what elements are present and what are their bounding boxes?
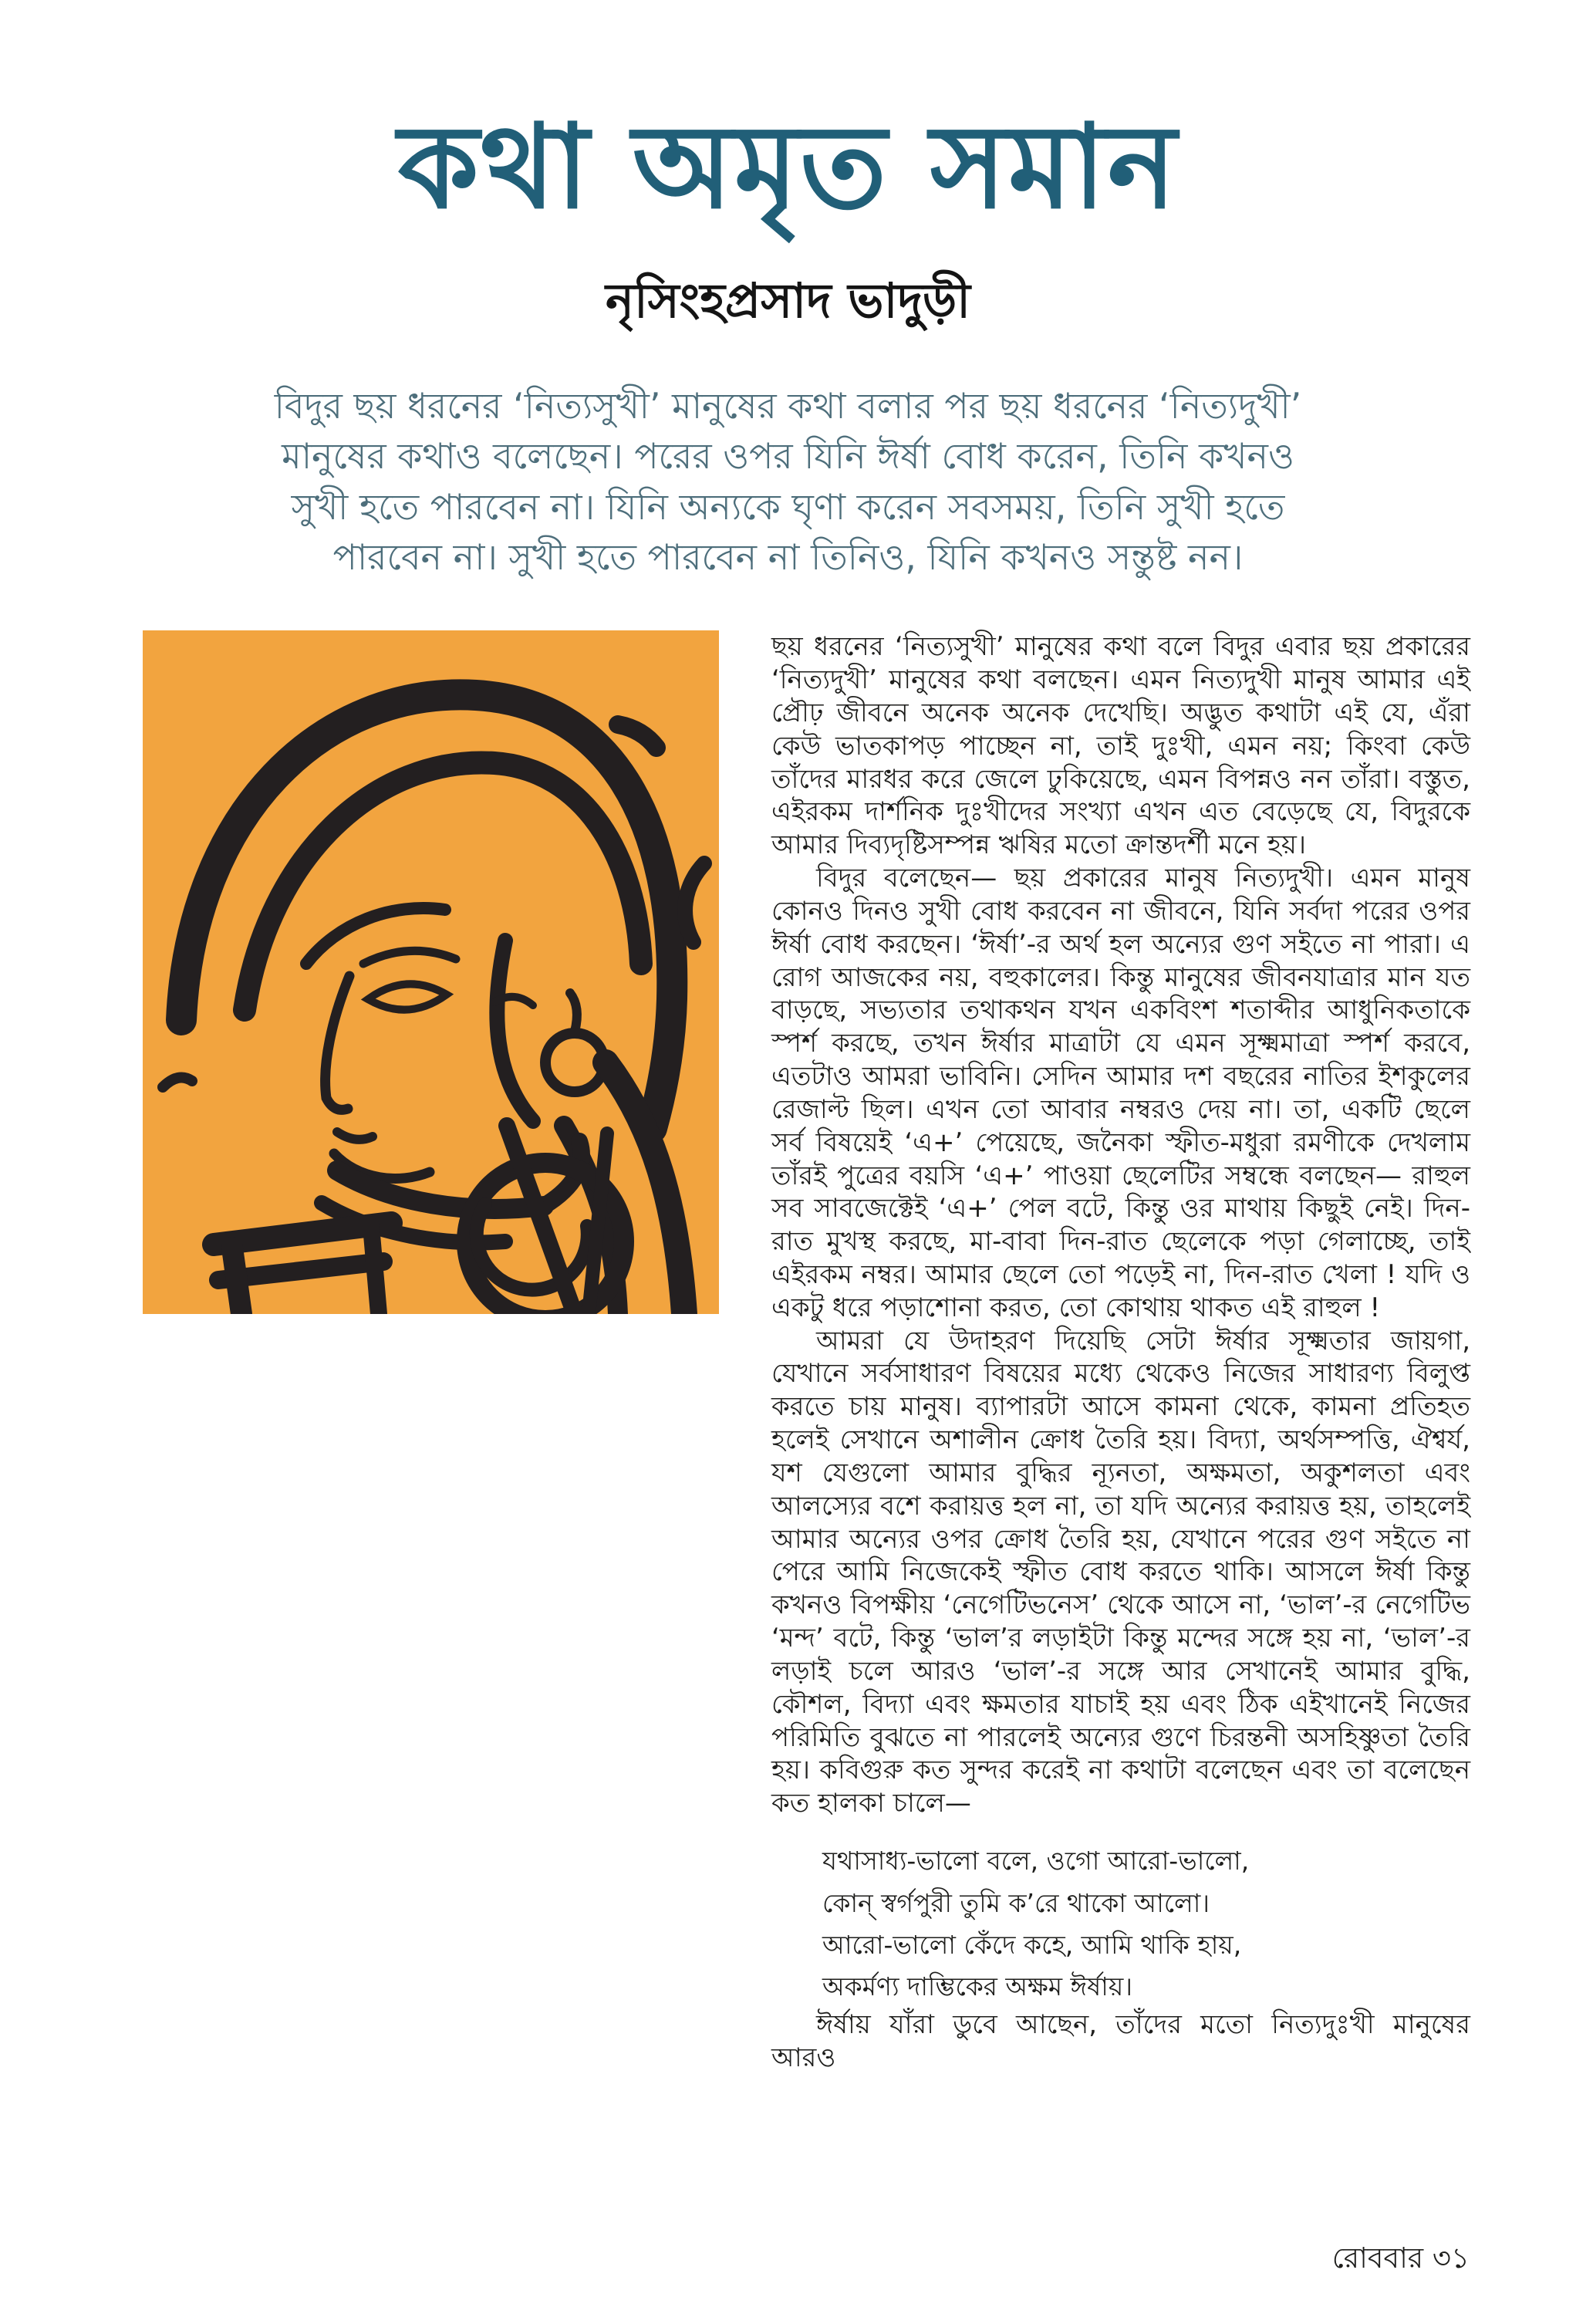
poem-quote [822, 1840, 1470, 2008]
body-paragraph-1: ছয় ধরনের ‘নিত্যসুখী’ মানুষের কথা বলে বিদুর এবার ছয় প্রকারের ‘নিত্যদুখী’ মানুষের কথা বলছেন। এমন নিত্যদুখী মানুষ আমার এই প্রৌঢ় জীবনে অনেক অনেক দেখেছি। অদ্ভুত কথাটা এই যে, এঁরা কেউ ভাতকাপড় পাচ্ছেন না, তাই দুঃখী, এমন নয়; কিংবা কেউ তাঁদের মারধর করে জেলে ঢুকিয়েছে, এমন বিপন্নও নন তাঁরা। বস্তুত, এইরকম দার্শনিক দুঃখীদের সংখ্যা এখন এত বেড়েছে যে, বিদুরকে আমার দিব্যদৃষ্টিসম্পন্ন ঋষির মতো ক্রান্তদর্শী মনে হয়। [771, 631, 1470, 861]
closing-paragraph: ঈর্ষায় যাঁরা ডুবে আছেন, তাঁদের মতো নিত্যদুঃখী মানুষের আরও [771, 2008, 1470, 2073]
intro-line: পারবেন না। সুখী হতে পারবেন না তিনিও, যিনি কখনও সন্তুষ্ট নন। [332, 535, 1244, 578]
author-byline: নৃসিংহপ্রসাদ ভাদুড়ী [605, 272, 971, 329]
poem-line: কোন্ স্বর্গপুরী তুমি ক’রে থাকো আলো। [822, 1887, 1210, 1918]
body-paragraph-2: বিদুর বলেছেন— ছয় প্রকারের মানুষ নিত্যদুখী। এমন মানুষ কোনও দিনও সুখী বোধ করবেন না জীবনে, যিনি সর্বদা পরের ওপর ঈর্ষা বোধ করছেন। ‘ঈর্ষা’-র অর্থ হল অন্যের গুণ সইতে না পারা। এ রোগ আজকের নয়, বহুকালের। কিন্তু মানুষের জীবনযাত্রার মান যত বাড়ছে, সভ্যতার তথাকথন যখন একবিংশ শতাব্দীর আধুনিকতাকে স্পর্শ করছে, তখন ঈর্ষার মাত্রাটা যে এমন সূক্ষ্মমাত্রা স্পর্শ করবে, এতটাও আমরা ভাবিনি। সেদিন আমার দশ বছরের নাতির ইশকুলের রেজাল্ট ছিল। এখন তো আবার নম্বরও দেয় না। তা, একটি ছেলে সর্ব বিষয়েই ‘এ+’ পেয়েছে, জনৈকা স্ফীত-মধুরা রমণীকে দেখলাম তাঁরই পুত্রের বয়সি ‘এ+’ পাওয়া ছেলেটির সম্বন্ধে বলছেন— রাহুল সব সাবজেক্টেই ‘এ+’ পেল বটে, কিন্তু ওর মাথায় কিছুই নেই। দিন-রাত মুখস্থ করছে, মা-বাবা দিন-রাত ছেলেকে পড়া গেলাচ্ছে, তাই এইরকম নম্বর। আমার ছেলে তো পড়েই না, দিন-রাত খেলা ! যদি ও একটু ধরে পড়াশোনা করত, তো কোথায় থাকত এই রাহুল ! [771, 863, 1470, 1323]
page-title: কথা অমৃত সমান [397, 100, 1179, 235]
page-footer: রোববার ৩১ [1331, 2241, 1470, 2275]
woman-profile-brush-illustration [143, 630, 719, 1314]
intro-line: মানুষের কথাও বলেছেন। পরের ওপর যিনি ঈর্ষা বোধ করেন, তিনি কখনও [282, 435, 1294, 478]
masthead [0, 93, 1576, 344]
content-row [143, 630, 1576, 2074]
article-body [771, 630, 1470, 2074]
poem-line: অকর্মণ্য দাম্ভিকের অক্ষম ঈর্ষায়। [822, 1971, 1133, 2002]
poem-line: আরো-ভালো কেঁদে কহে, আমি থাকি হায়, [822, 1929, 1242, 1960]
illustration [143, 630, 719, 1314]
intro-line: সুখী হতে পারবেন না। যিনি অন্যকে ঘৃণা করেন সবসময়, তিনি সুখী হতে [291, 485, 1285, 528]
intro-line: বিদুর ছয় ধরনের ‘নিত্যসুখী’ মানুষের কথা বলার পর ছয় ধরনের ‘নিত্যদুখী’ [274, 385, 1302, 427]
poem-line: যথাসাধ্য-ভালো বলে, ওগো আরো-ভালো, [822, 1846, 1250, 1876]
body-paragraph-3: আমরা যে উদাহরণ দিয়েছি সেটা ঈর্ষার সূক্ষ্মতার জায়গা, যেখানে সর্বসাধারণ বিষয়ের মধ্যে থেকেও নিজের সাধারণ্য বিলুপ্ত করতে চায় মানুষ। ব্যাপারটা আসে কামনা থেকে, কামনা প্রতিহত হলেই সেখানে অশালীন ক্রোধ তৈরি হয়। বিদ্যা, অর্থসম্পত্তি, ঐশ্বর্য, যশ যেগুলো আমার বুদ্ধির ন্যূনতা, অক্ষমতা, অকুশলতা এবং আলস্যের বশে করায়ত্ত হল না, তা যদি অন্যের করায়ত্ত হয়, তাহলেই আমার অন্যের ওপর ক্রোধ তৈরি হয়, যেখানে পরের গুণ সইতে না পেরে আমি নিজেকেই স্ফীত বোধ করতে থাকি। আসলে ঈর্ষা কিন্তু কখনও বিপক্ষীয় ‘নেগেটিভনেস’ থেকে আসে না, ‘ভাল’-র নেগেটিভ ‘মন্দ’ বটে, কিন্তু ‘ভাল’র লড়াইটা কিন্তু মন্দের সঙ্গে হয় না, ‘ভাল’-র লড়াই চলে আরও ‘ভাল’-র সঙ্গে আর সেখানেই আমার বুদ্ধি, কৌশল, বিদ্যা এবং ক্ষমতার যাচাই হয় এবং ঠিক এইখানেই নিজের পরিমিতি বুঝতে না পারলেই অন্যের গুণে চিরন্তনী অসহিষ্ণুতা তৈরি হয়। কবিগুরু কত সুন্দর করেই না কথাটা বলেছেন এবং তা বলেছেন কত হালকা চালে— [771, 1325, 1470, 1819]
intro-paragraph [133, 381, 1444, 583]
